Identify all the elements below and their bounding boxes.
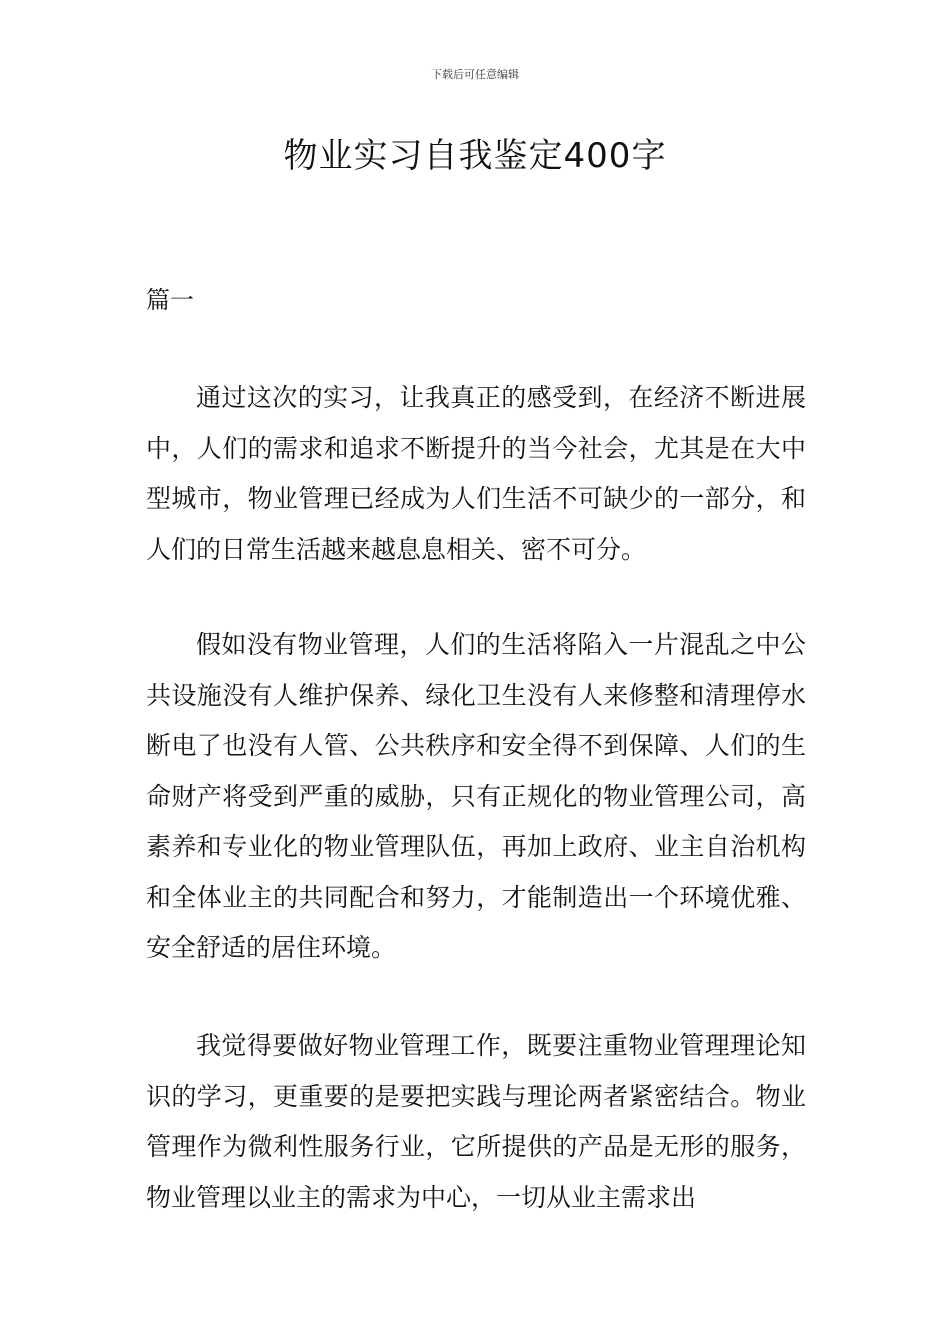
header-note: 下载后可任意编辑: [431, 68, 519, 81]
paragraph-1: 通过这次的实习，让我真正的感受到，在经济不断进展中，人们的需求和追求不断提升的当今社会，尤其是在大中型城市，物业管理已经成为人们生活不可缺少的一部分，和人们的日常生活越来越息息相关、密不可分。: [146, 383, 806, 564]
paragraph-3: 我觉得要做好物业管理工作，既要注重物业管理理论知识的学习，更重要的是要把实践与理论两者紧密结合。物业管理作为微利性服务行业，它所提供的产品是无形的服务，物业管理以业主的需求为中心，一切从业主需求出: [146, 1031, 806, 1212]
section-label: 篇一: [146, 286, 194, 314]
document-title: 物业实习自我鉴定400字: [283, 136, 667, 176]
paragraph-2: 假如没有物业管理，人们的生活将陷入一片混乱之中公共设施没有人维护保养、绿化卫生没有人来修整和清理停水断电了也没有人管、公共秩序和安全得不到保障、人们的生命财产将受到严重的威胁，只有正规化的物业管理公司，高素养和专业化的物业管理队伍，再加上政府、业主自治机构和全体业主的共同配合和努力，才能制造出一个环境优雅、安全舒适的居住环境。: [146, 630, 806, 962]
